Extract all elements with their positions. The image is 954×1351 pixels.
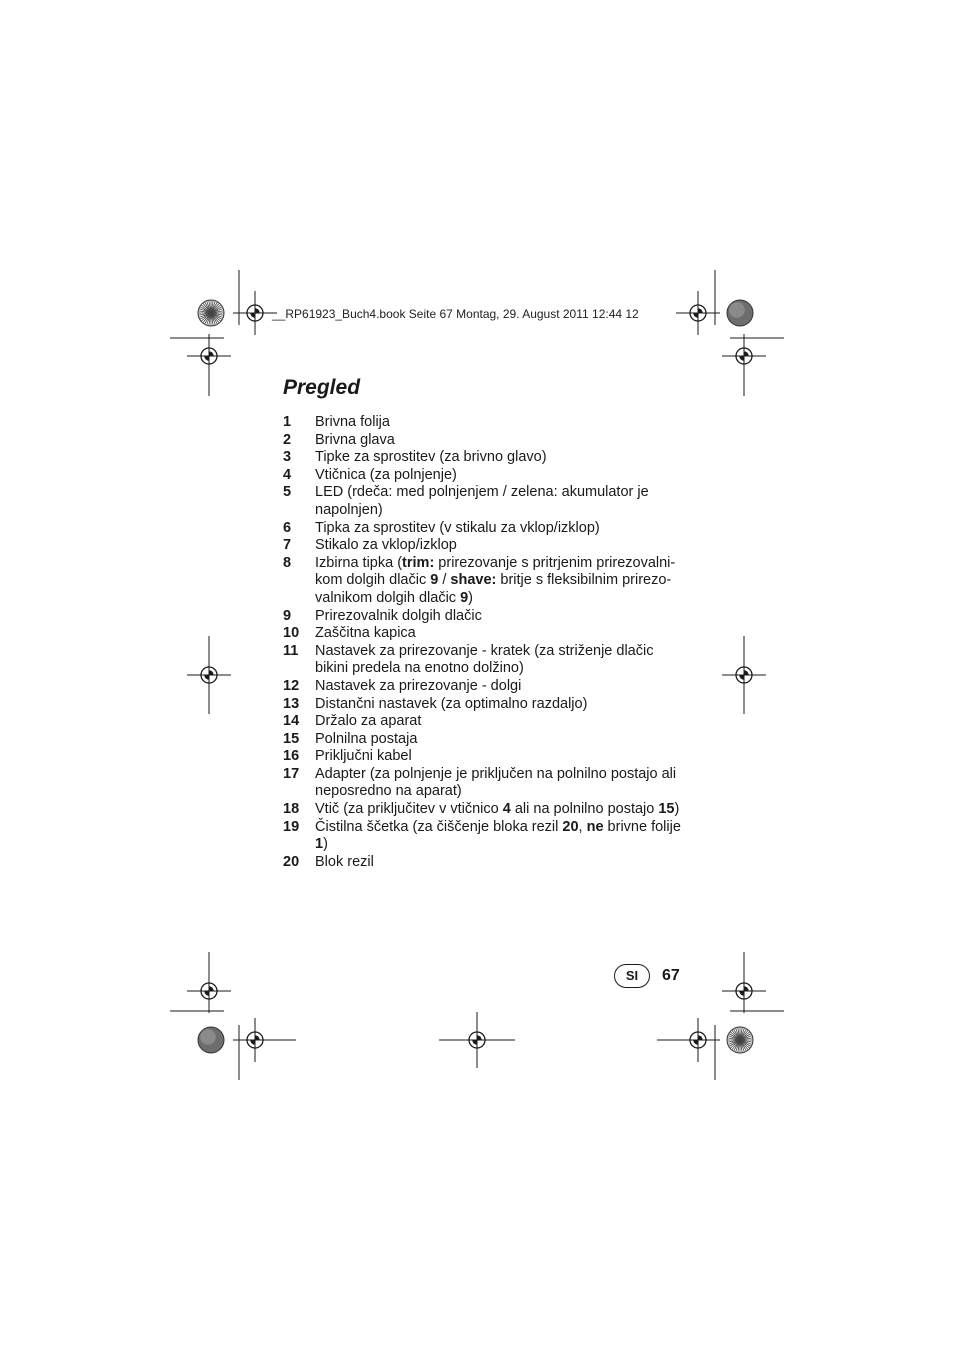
item-description: Blok rezil: [315, 853, 374, 870]
item-description: Nastavek za prirezovanje - dolgi: [315, 677, 522, 694]
item-number: 11: [283, 642, 299, 659]
list-item: [283, 731, 683, 749]
registration-quadrant: [693, 1040, 698, 1045]
item-number: 10: [283, 625, 300, 642]
print-header: __RP61923_Buch4.book Seite 67 Montag, 29. August 2011 12:44 12: [272, 307, 639, 321]
list-item: [283, 449, 683, 467]
item-number: 13: [283, 695, 300, 712]
item-description: Držalo za aparat: [315, 713, 422, 730]
registration-quadrant: [472, 1040, 477, 1045]
item-number: 5: [283, 484, 292, 501]
list-item: [283, 537, 683, 555]
item-number: 17: [283, 765, 300, 782]
registration-quadrant: [209, 986, 214, 991]
registration-quadrant: [204, 991, 209, 996]
item-number: 15: [283, 730, 300, 747]
item-description: Brivna folija: [315, 414, 390, 430]
list-item: [283, 520, 683, 538]
registration-quadrant: [250, 1040, 255, 1045]
registration-quadrant: [744, 670, 749, 675]
item-description: Polnilna postaja: [315, 730, 418, 747]
registration-quadrant: [744, 351, 749, 356]
registration-quadrant: [739, 356, 744, 361]
list-item: [283, 713, 683, 731]
item-number: 4: [283, 466, 292, 483]
page-number: 67: [662, 967, 680, 984]
item-number: 20: [283, 853, 300, 870]
item-number: 2: [283, 431, 292, 448]
registration-quadrant: [739, 675, 744, 680]
list-item: [283, 432, 683, 450]
item-description: Prirezovalnik dolgih dlačic: [315, 607, 482, 624]
list-item: [283, 801, 683, 819]
registration-quadrant: [255, 308, 260, 313]
registration-quadrant: [255, 1035, 260, 1040]
item-number: 12: [283, 677, 300, 694]
item-number: 14: [283, 713, 300, 730]
list-item: [283, 643, 683, 678]
item-description: Čistilna ščetka (za čiščenje bloka rezil 20, ne brivne folije 1): [315, 818, 681, 853]
item-description: Stikalo za vklop/izklop: [315, 537, 457, 554]
registration-quadrant: [739, 991, 744, 996]
list-item: [283, 625, 683, 643]
parts-list: [283, 414, 683, 871]
item-description: Tipke za sprostitev (za brivno glavo): [315, 449, 547, 466]
list-item: [283, 819, 683, 854]
item-number: 18: [283, 801, 300, 818]
list-item: [283, 484, 683, 519]
page-title: Pregled: [283, 376, 361, 399]
list-item: [283, 766, 683, 801]
gray-target-shade: [200, 1029, 216, 1045]
registration-quadrant: [698, 308, 703, 313]
item-description: Priključni kabel: [315, 748, 412, 765]
registration-quadrant: [250, 313, 255, 318]
item-number: 8: [283, 554, 292, 571]
item-description: LED (rdeča: med polnjenjem / zelena: akumulator je napolnjen): [315, 484, 649, 518]
item-number: 3: [283, 449, 292, 466]
language-badge: SI: [614, 964, 650, 988]
item-number: 9: [283, 607, 292, 624]
item-number: 7: [283, 537, 292, 554]
list-item: [283, 748, 683, 766]
registration-quadrant: [698, 1035, 703, 1040]
registration-quadrant: [204, 675, 209, 680]
item-number: 6: [283, 519, 292, 536]
item-description: Nastavek za prirezovanje - kratek (za striženje dlačic bikini predela na enotno dolžino): [315, 642, 654, 677]
registration-quadrant: [209, 670, 214, 675]
item-number: 16: [283, 748, 300, 765]
item-description: Adapter (za polnjenje je priključen na polnilno postajo ali neposredno na aparat): [315, 765, 677, 800]
list-item: [283, 608, 683, 626]
list-item: [283, 854, 683, 872]
item-description: Tipka za sprostitev (v stikalu za vklop/izklop): [315, 519, 600, 536]
registration-quadrant: [477, 1035, 482, 1040]
list-item: [283, 555, 683, 608]
item-number: 19: [283, 818, 300, 835]
item-description: Izbirna tipka (trim: prirezovanje s pritrjenim prirezovalni-kom dolgih dlačic 9 / shave: britje s fleksibilnim prirezo-valnikom dolgih dlačic 9): [315, 554, 676, 606]
item-description: Vtič (za priključitev v vtičnico 4 ali na polnilno postajo 15): [315, 801, 680, 818]
list-item: [283, 414, 683, 432]
list-item: [283, 696, 683, 714]
item-description: Brivna glava: [315, 431, 395, 448]
item-description: Distančni nastavek (za optimalno razdaljo): [315, 695, 588, 712]
item-description: Vtičnica (za polnjenje): [315, 466, 457, 483]
page-footer: [614, 964, 680, 988]
registration-quadrant: [204, 356, 209, 361]
list-item: [283, 678, 683, 696]
item-description: Zaščitna kapica: [315, 625, 416, 642]
registration-quadrant: [744, 986, 749, 991]
gray-target-shade: [729, 302, 745, 318]
registration-quadrant: [693, 313, 698, 318]
item-number: 1: [283, 414, 292, 430]
registration-quadrant: [209, 351, 214, 356]
list-item: [283, 467, 683, 485]
